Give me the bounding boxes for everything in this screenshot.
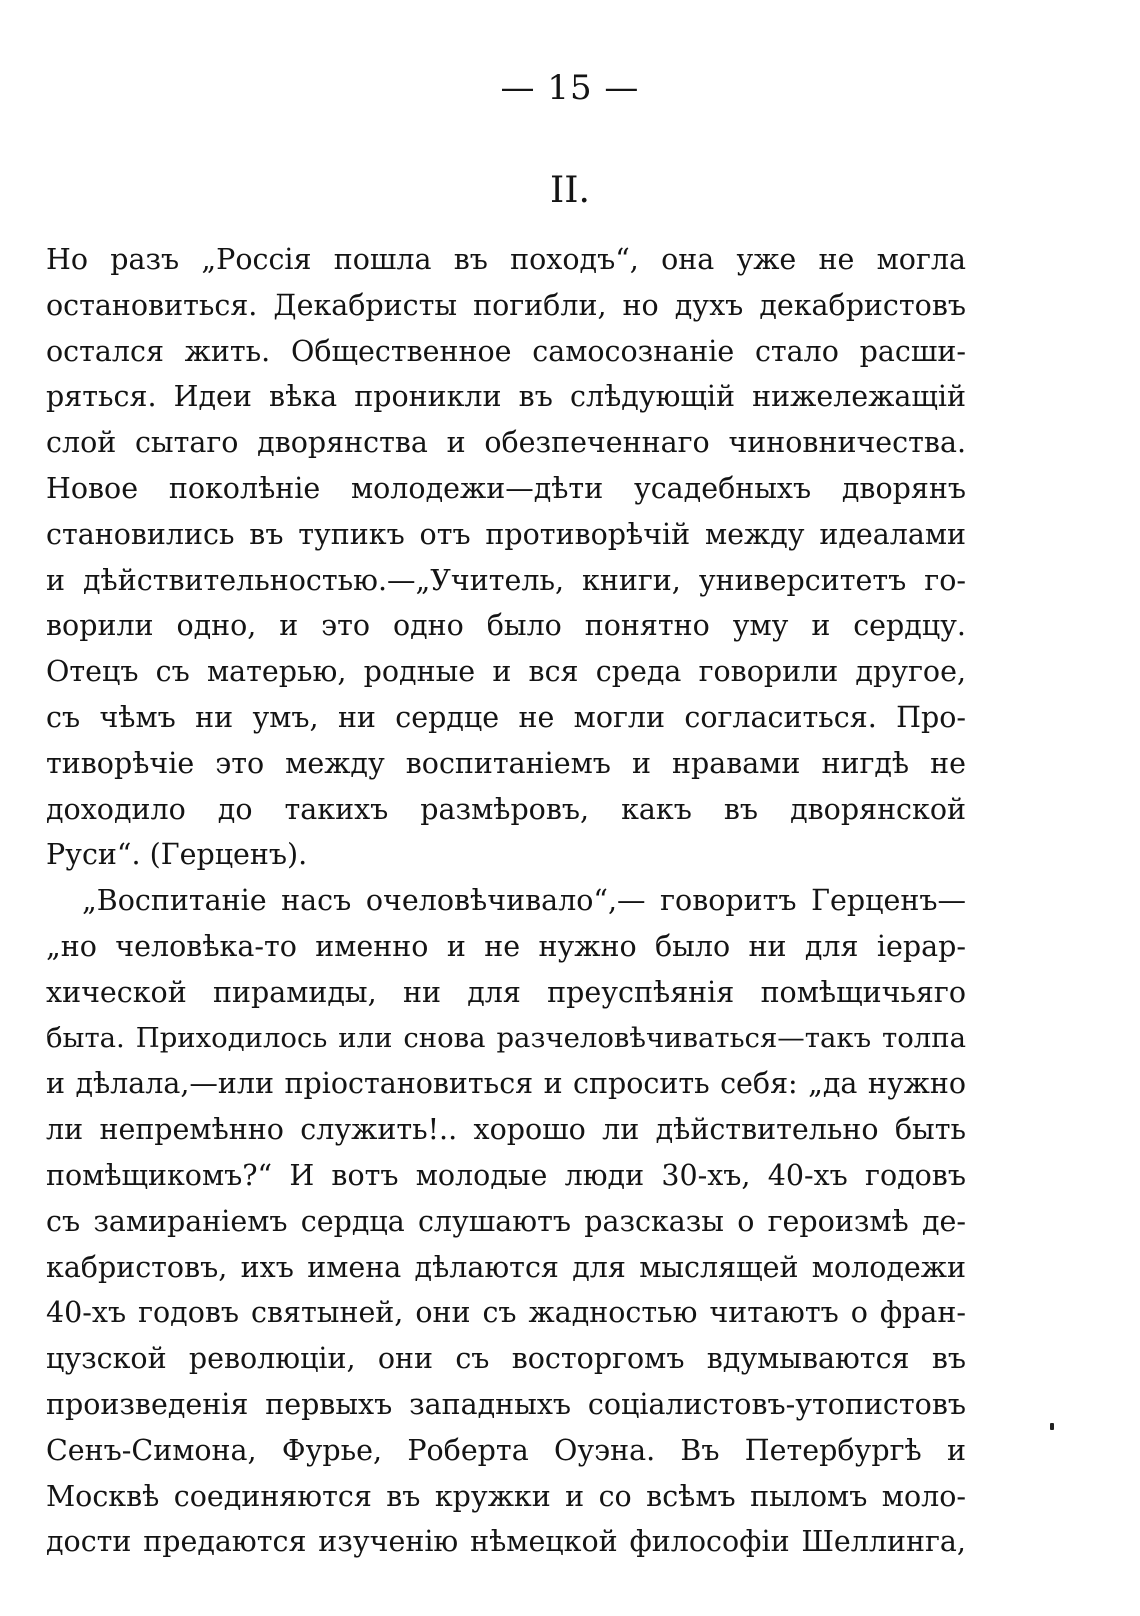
- text-line: Но разъ „Россія пошла въ походъ“, она уже не могла: [46, 243, 966, 276]
- text-line: дости предаются изученію нѣмецкой философіи Шеллинга,: [46, 1525, 966, 1559]
- text-line: цузской революціи, они съ восторгомъ вдумываются въ: [46, 1342, 966, 1376]
- text-line: хической пирамиды, ни для преуспѣянія помѣщичьяго: [46, 975, 966, 1009]
- text-line: Отецъ съ матерью, родные и вся среда говорили другое,: [46, 655, 966, 689]
- text-line: Руси“. (Герценъ).: [46, 838, 308, 872]
- page-number: — 15 —: [500, 68, 640, 108]
- text-line: доходило до такихъ размѣровъ, какъ въ дворянской: [46, 792, 966, 826]
- text-line: ряться. Идеи вѣка проникли въ слѣдующій нижележащій: [46, 380, 966, 414]
- text-line: съ чѣмъ ни умъ, ни сердце не могли согласиться. Про-: [46, 700, 966, 734]
- text-line: кабристовъ, ихъ имена дѣлаются для мыслящей молодежи: [46, 1250, 966, 1284]
- text-line: съ замираніемъ сердца слушаютъ разсказы о героизмѣ де-: [46, 1204, 966, 1238]
- text-line: „Воспитаніе насъ очеловѣчивало“,— говоритъ Герценъ—: [82, 884, 966, 918]
- text-line: и дѣлала,—или пріостановиться и спросить себя: „да нужно: [46, 1067, 966, 1101]
- text-line: 40-хъ годовъ святыней, они съ жадностью читаютъ о фран-: [46, 1296, 966, 1330]
- text-line: тиворѣчіе это между воспитаніемъ и нравами нигдѣ не: [46, 746, 966, 780]
- text-line: быта. Приходилось или снова разчеловѣчиваться—такъ толпа: [46, 1021, 966, 1054]
- text-line: остановиться. Декабристы погибли, но духъ декабристовъ: [46, 288, 966, 322]
- body-text: [46, 237, 966, 1565]
- text-line: Новое поколѣніе молодежи—дѣти усадебныхъ дворянъ: [46, 471, 966, 505]
- text-line: слой сытаго дворянства и обезпеченнаго чиновничества.: [46, 426, 966, 460]
- text-line: Москвѣ соединяются въ кружки и со всѣмъ пыломъ моло-: [46, 1479, 966, 1513]
- text-line: произведенія первыхъ западныхъ соціалистовъ-утопистовъ: [46, 1387, 966, 1421]
- text-line: ли непремѣнно служить!.. хорошо ли дѣйствительно быть: [46, 1113, 966, 1147]
- text-line: остался жить. Общественное самосознаніе стало расши-: [46, 334, 966, 368]
- section-heading: II.: [550, 170, 590, 211]
- text-line: и дѣйствительностью.—„Учитель, книги, университетъ го-: [46, 563, 966, 597]
- text-line: помѣщикомъ?“ И вотъ молодые люди 30-хъ, 40-хъ годовъ: [46, 1158, 966, 1192]
- scan-speck: [1050, 1423, 1054, 1430]
- text-line: ворили одно, и это одно было понятно уму и сердцу.: [46, 609, 966, 643]
- text-line: Сенъ-Симона, Фурье, Роберта Оуэна. Въ Петербургѣ и: [46, 1433, 966, 1467]
- text-line: становились въ тупикъ отъ противорѣчій между идеалами: [46, 517, 966, 551]
- text-line: „но человѣка-то именно и не нужно было ни для іерар-: [46, 929, 966, 963]
